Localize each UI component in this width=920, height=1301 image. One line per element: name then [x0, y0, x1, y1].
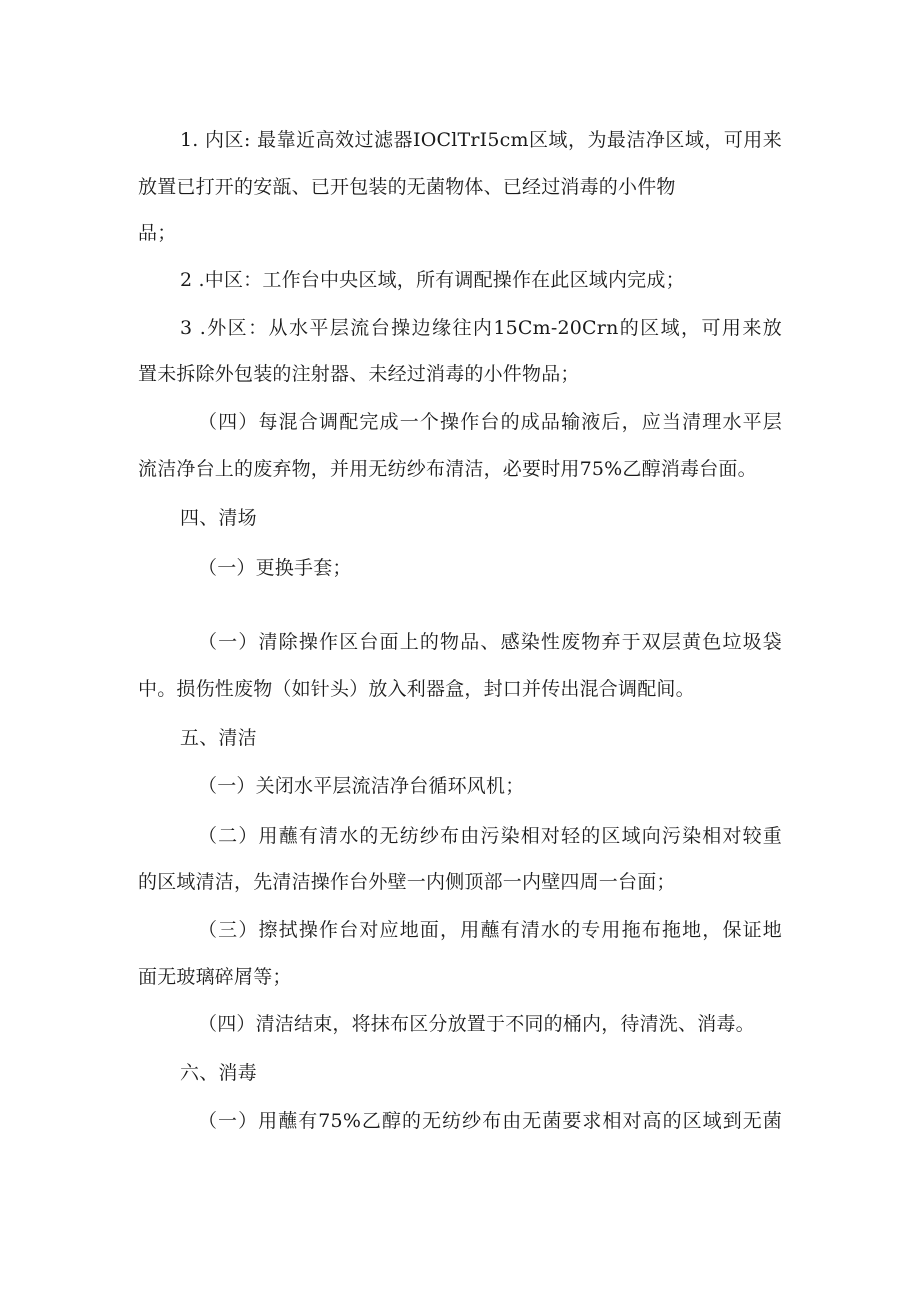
paragraph-inner-zone-line-1: 1. 内区: 最靠近高效过滤器IOClTrI5cm区域，为最洁净区域，可用来	[180, 129, 782, 151]
paragraph-floor-line-2: 面无玻璃碎屑等；	[138, 966, 292, 988]
item-change-gloves: （一）更换手套；	[198, 557, 352, 579]
paragraph-disinfect-line-1: （一）用蘸有75%乙醇的无纺纱布由无菌要求相对高的区域到无菌	[198, 1110, 782, 1132]
paragraph-inner-zone-line-3: 品；	[138, 222, 177, 244]
paragraph-wipe-line-1: （二）用蘸有清水的无纺纱布由污染相对轻的区域向污染相对较重	[198, 825, 782, 847]
item-cleaning-end: （四）清洁结束，将抹布区分放置于不同的桶内，待清洗、消毒。	[198, 1013, 755, 1035]
paragraph-cleanup-line-2: 流洁净台上的废弃物，并用无纺纱布清洁，必要时用75%乙醇消毒台面。	[138, 458, 757, 480]
paragraph-remove-items-line-1: （一）清除操作区台面上的物品、感染性废物弃于双层黄色垃圾袋	[198, 631, 782, 653]
heading-clearing: 四、清场	[180, 507, 257, 529]
heading-cleaning: 五、清洁	[180, 727, 257, 749]
paragraph-wipe-line-2: 的区域清洁，先清洁操作台外壁一内侧顶部一内壁四周一台面；	[138, 871, 676, 893]
paragraph-outer-zone-line-1: 3 .外区：从水平层流台操边缘往内15Cm-20Crn的区域，可用来放	[180, 317, 782, 339]
paragraph-middle-zone: 2 .中区：工作台中央区域，所有调配操作在此区域内完成；	[180, 269, 685, 291]
heading-disinfection: 六、消毒	[180, 1062, 257, 1084]
paragraph-floor-line-1: （三）擦拭操作台对应地面，用蘸有清水的专用拖布拖地，保证地	[198, 919, 782, 941]
item-close-fan: （一）关闭水平层流洁净台循环风机；	[198, 775, 525, 797]
paragraph-cleanup-line-1: （四）每混合调配完成一个操作台的成品输液后，应当清理水平层	[198, 411, 782, 433]
paragraph-inner-zone-line-2: 放置已打开的安瓿、已开包装的无菌物体、已经过消毒的小件物	[138, 176, 676, 198]
paragraph-outer-zone-line-2: 置未拆除外包装的注射器、未经过消毒的小件物品；	[138, 363, 580, 385]
paragraph-remove-items-line-2: 中。损伤性废物（如针头）放入利器盒，封口并传出混合调配间。	[138, 678, 695, 700]
